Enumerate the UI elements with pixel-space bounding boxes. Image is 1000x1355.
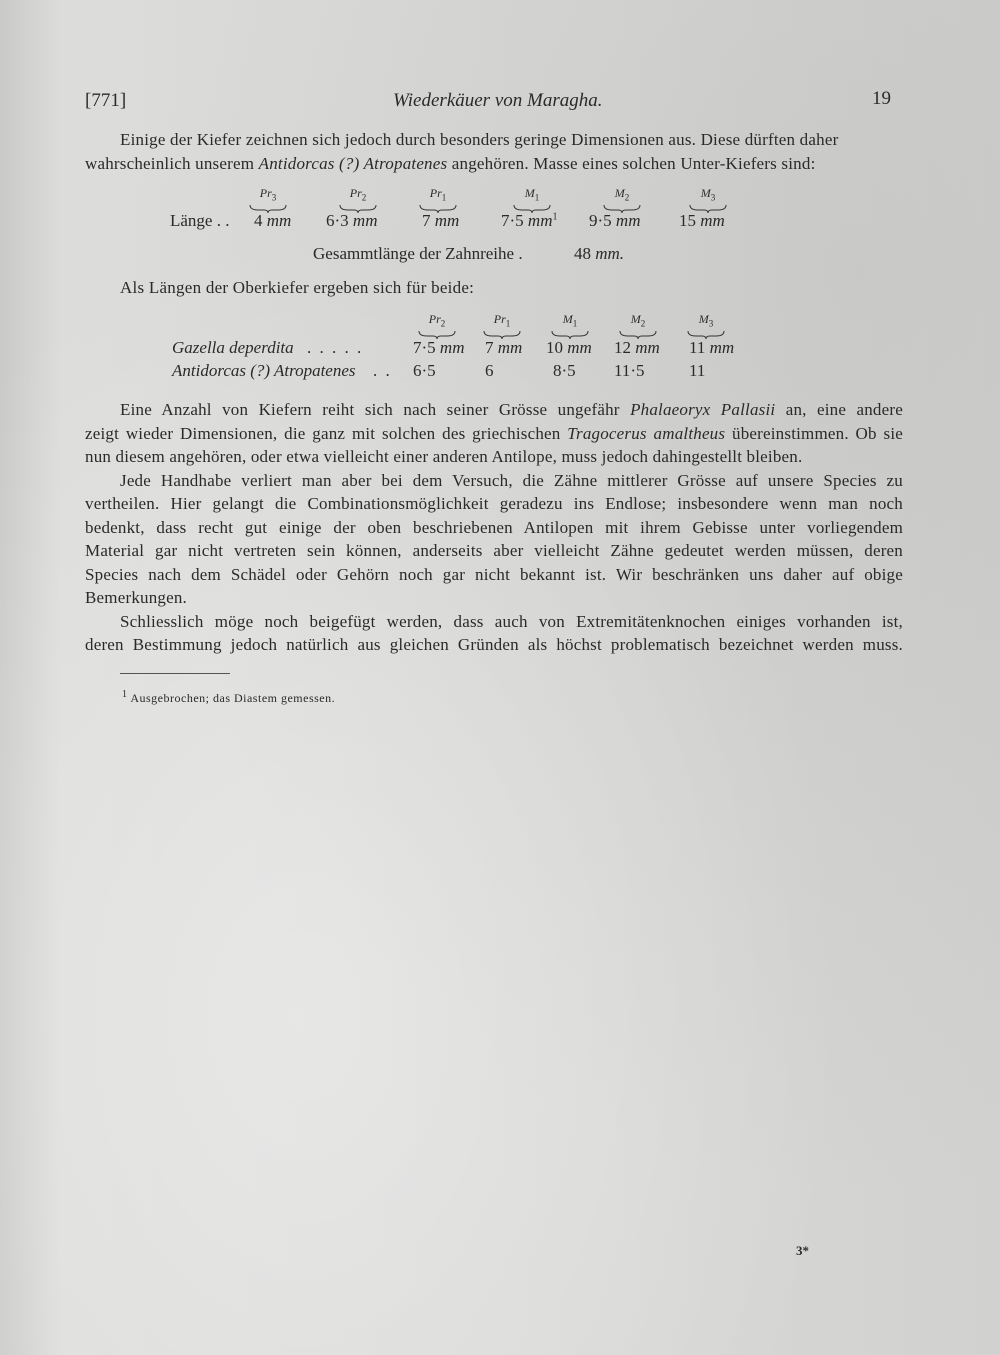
measurement: 10 mm (546, 338, 592, 357)
tooth-header: $M_1$ (512, 187, 552, 213)
measurement: 7 mm (485, 338, 523, 357)
text-line: bedenkt, dass recht gut einige der oben beschriebenen Antilopen mit ihrem Gebisse unter vorliegendem (85, 517, 903, 537)
text-line: nun diesem angehören, oder etwa vielleicht einer anderen Antilope, muss jedoch dahingestellt bleiben. (85, 447, 803, 466)
measurement: 11 (689, 361, 706, 380)
measurement: 12 mm (614, 338, 660, 357)
tooth-header: $Pr_1$ (482, 313, 522, 339)
page-number: 19 (872, 88, 891, 109)
species-name: Antidorcas (?) Atropatenes (258, 153, 448, 173)
running-title: Wiederkäuer von Maragha. (393, 90, 603, 111)
total-label: Gesammtlänge der Zahnreihe . (313, 244, 523, 263)
measurement: 6·5 (413, 361, 436, 380)
footnote-rule (120, 673, 230, 674)
text-line: Eine Anzahl von Kiefern reiht sich nach seiner Grösse ungefähr Phalaeoryx Pallasii an, eine andere (120, 400, 903, 419)
text-line: zeigt wieder Dimensionen, die ganz mit solchen des griechischen Tragocerus amaltheus übereinstimmen. Ob sie (85, 423, 904, 443)
footnote-marker: 1 (122, 689, 128, 700)
measurement: 11·5 (614, 361, 645, 380)
text-line: vertheilen. Hier gelangt die Combinationsmöglichkeit geradezu ins Endlose; insbesondere wenn man noch (85, 494, 903, 513)
measurement: 7·5 mm$^1$ (501, 211, 558, 230)
leader-dots: . . (373, 361, 392, 380)
measurement: 6 (485, 361, 494, 380)
text-line (85, 152, 903, 176)
text-line: Bemerkungen. (85, 588, 188, 607)
total-value: 48 mm. (574, 244, 625, 263)
text-line: deren Bestimmung jedoch natürlich aus gleichen Gründen als höchst problematisch bezeichnet werden muss. (85, 635, 903, 654)
tooth-header: $M_3$ (686, 313, 726, 339)
tooth-header: $Pr_3$ (248, 187, 288, 213)
text-fragment: wahrscheinlich unserem (85, 153, 255, 173)
signature-mark: 3* (796, 1243, 809, 1258)
measurement: 7·5 mm (413, 338, 465, 357)
tooth-header: $M_2$ (618, 313, 658, 339)
paragraph-intro (85, 128, 903, 175)
text-line: Einige der Kiefer zeichnen sich jedoch durch besonders geringe Dimensionen aus. Diese dürften daher (120, 130, 839, 149)
upper-jaw-intro: Als Längen der Oberkiefer ergeben sich für beide: (120, 278, 475, 297)
text-line: Schliesslich möge noch beigefügt werden, dass auch von Extremitätenknochen einiges vorhanden ist, (120, 611, 903, 631)
footnote (122, 689, 335, 706)
species-name: Tragocerus amaltheus (567, 423, 726, 443)
row-label: Länge . . (170, 211, 230, 230)
measurement: 4 mm (254, 211, 292, 230)
tooth-header: $Pr_2$ (338, 187, 378, 213)
tooth-header: $M_1$ (550, 313, 590, 339)
measurement: 9·5 mm (589, 211, 641, 230)
text-line: Material gar nicht vertreten sein können, anderseits aber vielleicht Zähne gedeutet werden müssen, deren (85, 541, 903, 560)
footnote-marker: 1 (552, 211, 558, 223)
measurement: 7 mm (422, 211, 460, 230)
tooth-header: $Pr_2$ (417, 313, 457, 339)
text-line: Species nach dem Schädel oder Gehörn noch gar nicht bekannt ist. Wir beschränken uns daher auf obige (85, 564, 903, 584)
tooth-header: $M_3$ (688, 187, 728, 213)
tooth-header: $Pr_1$ (418, 187, 458, 213)
measurement: 6·3 mm (326, 211, 378, 230)
species-name: Phalaeoryx Pallasii (630, 400, 776, 419)
leader-dots: . . . . . (307, 338, 364, 357)
paragraph-body (85, 398, 903, 657)
text-line: Jede Handhabe verliert man aber bei dem Versuch, die Zähne mittlerer Grösse auf unsere Species zu (120, 470, 903, 490)
measurement: 8·5 (553, 361, 576, 380)
page-reference: [771] (85, 90, 127, 111)
species-label: Gazella deperdita (172, 338, 294, 357)
species-label: Antidorcas (?) Atropatenes (172, 361, 356, 380)
tooth-header: $M_2$ (602, 187, 642, 213)
text-fragment: angehören. Masse eines solchen Unter-Kiefers sind: (451, 153, 816, 173)
measurement: 15 mm (679, 211, 725, 230)
measurement: 11 mm (689, 338, 735, 357)
footnote-text: Ausgebrochen; das Diastem gemessen. (130, 691, 336, 705)
